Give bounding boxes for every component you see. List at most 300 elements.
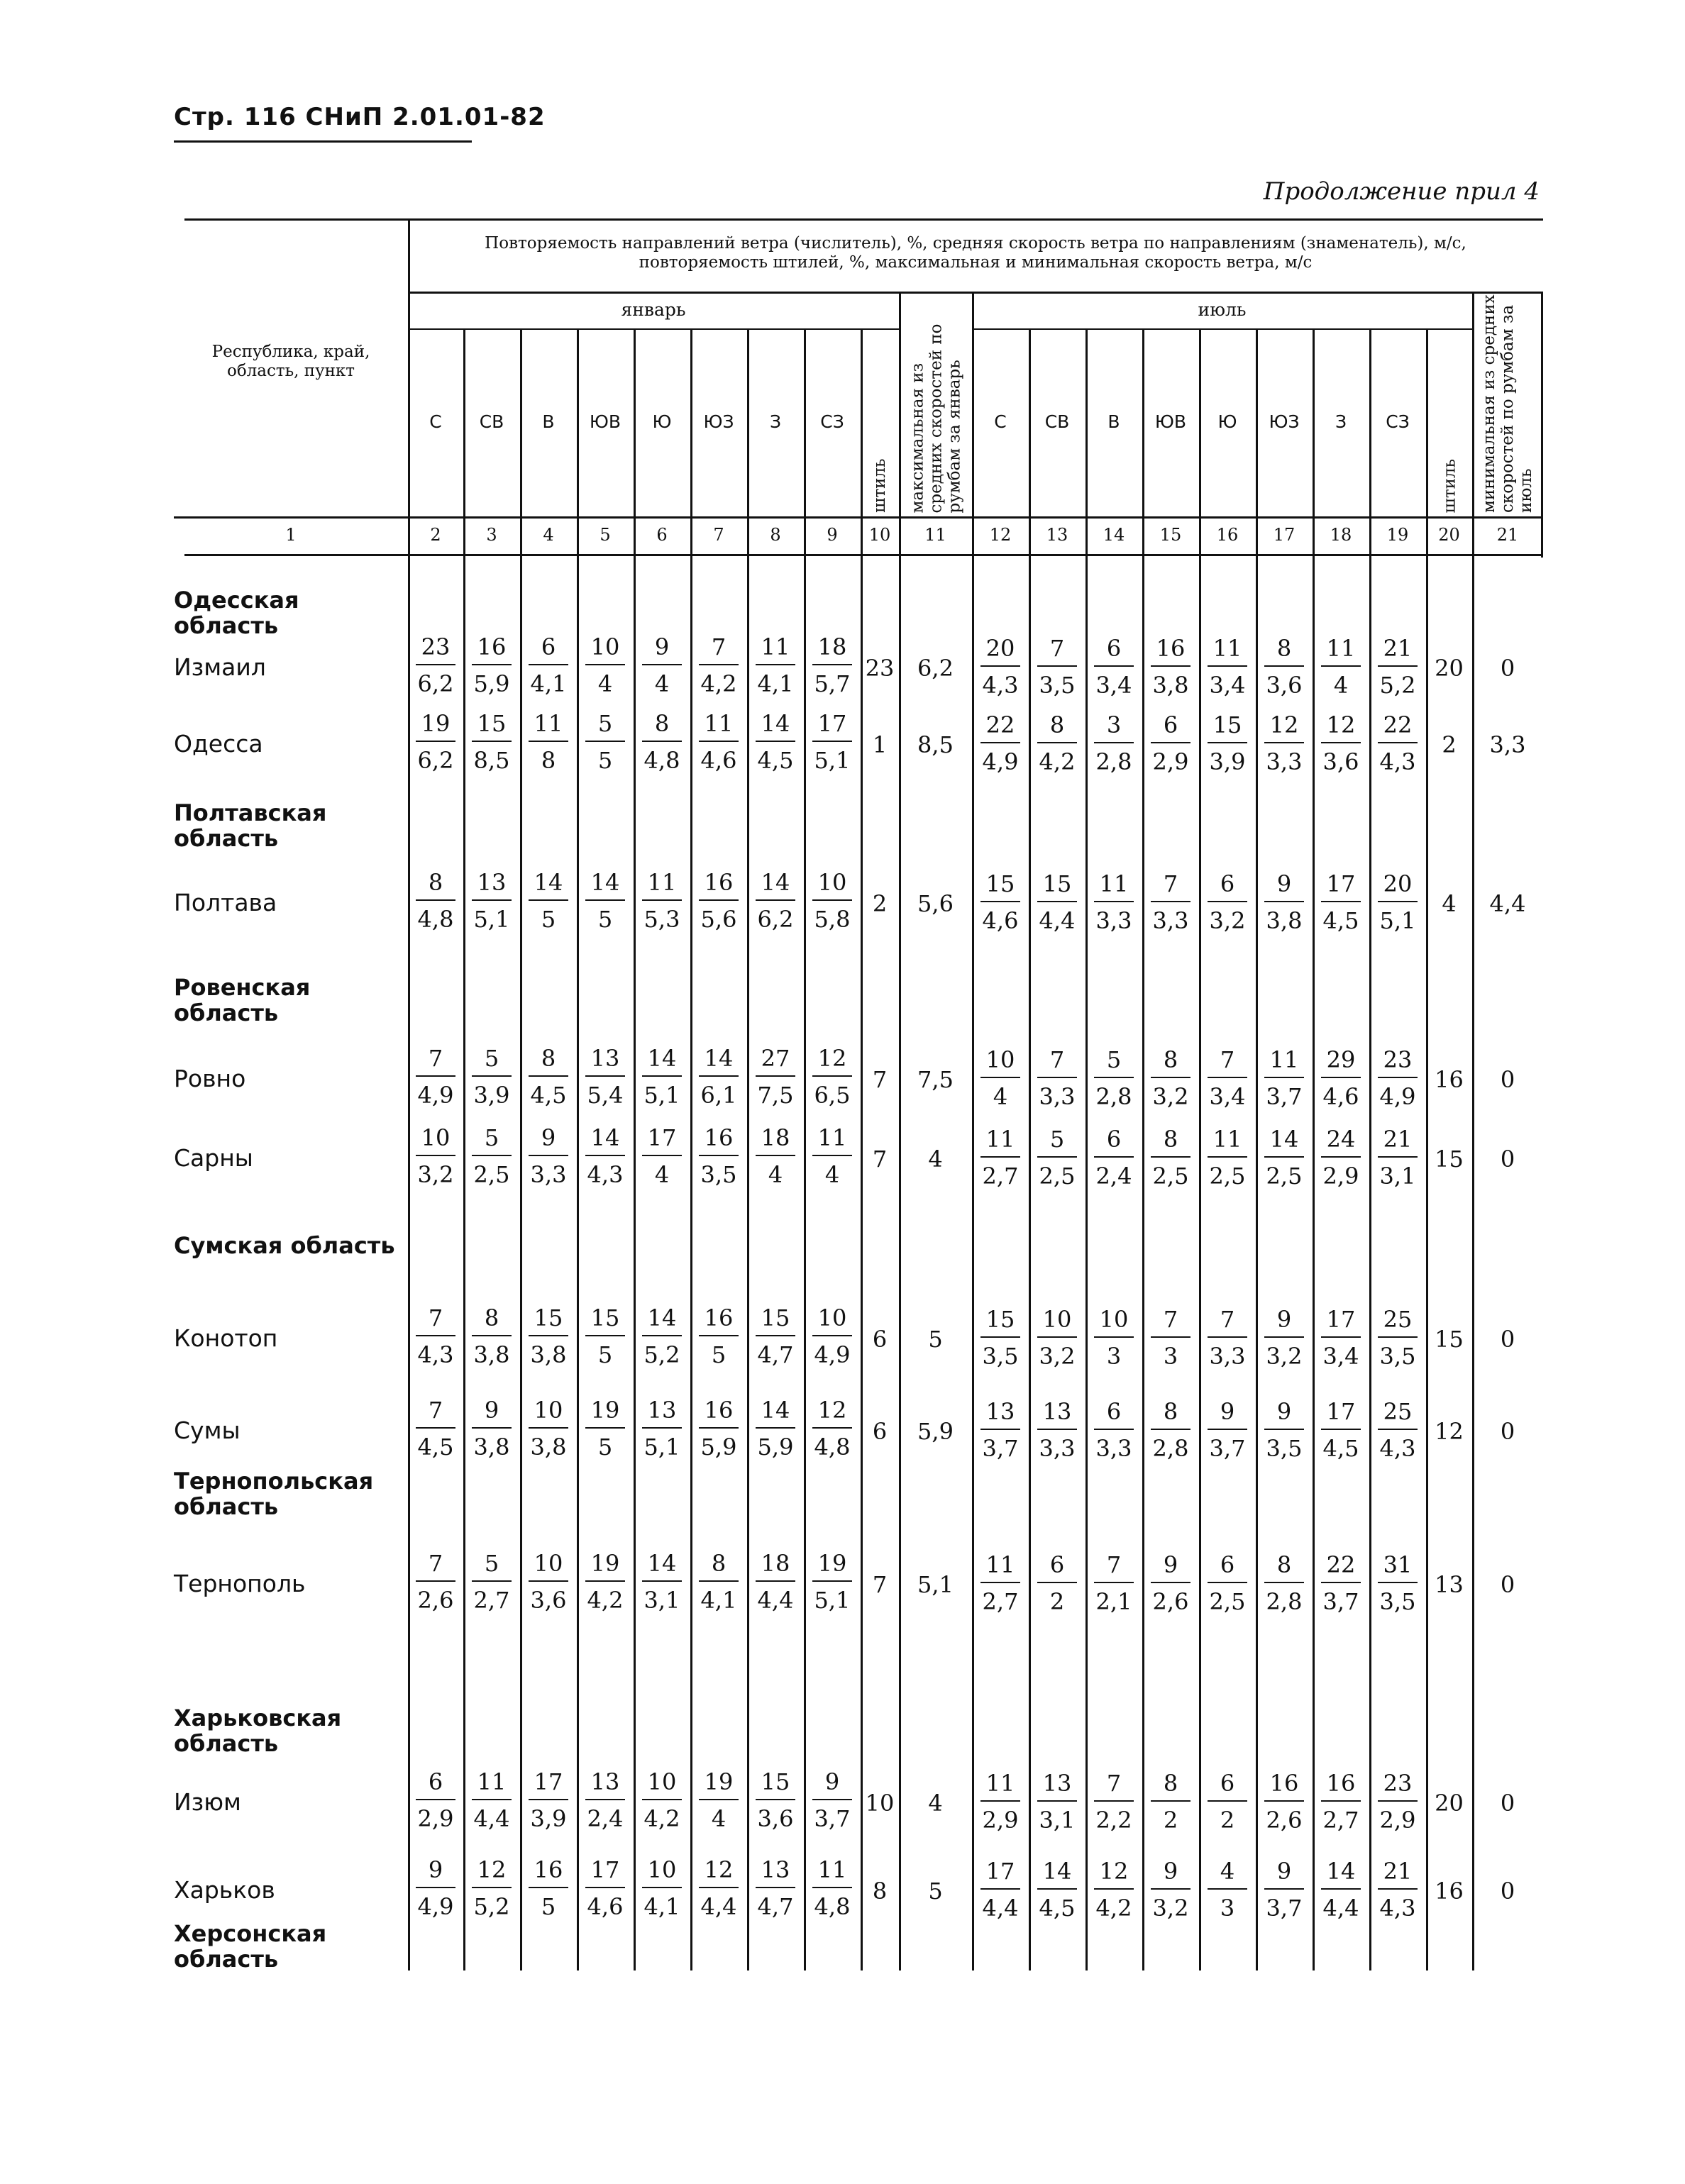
fraction-bar xyxy=(642,741,682,742)
fraction xyxy=(1030,633,1084,701)
numerator: 19 xyxy=(590,1397,620,1424)
denominator: 3,2 xyxy=(1266,1343,1303,1370)
numerator: 16 xyxy=(704,869,734,896)
numerator: 9 xyxy=(1276,1858,1292,1885)
fraction-bar xyxy=(812,741,852,742)
jan-dir-5: ЮЗ xyxy=(703,411,734,432)
fraction-bar xyxy=(1208,1800,1247,1802)
fraction-bar xyxy=(642,1155,682,1156)
fraction xyxy=(805,631,859,699)
col-number-21: 21 xyxy=(1496,525,1519,545)
denominator: 3,5 xyxy=(1266,1435,1303,1462)
min-value: 0 xyxy=(1500,1326,1515,1353)
denominator: 4,5 xyxy=(1322,907,1359,934)
fraction xyxy=(1371,709,1425,777)
fraction-bar xyxy=(585,1155,625,1156)
fraction xyxy=(1371,1856,1425,1924)
max-header: максимальная из средних скоростей по румбам за январь xyxy=(907,323,963,513)
fraction-bar xyxy=(416,1799,455,1800)
fraction xyxy=(409,1854,463,1922)
fraction xyxy=(635,1854,689,1922)
fraction-bar xyxy=(416,1075,455,1077)
denominator: 3,5 xyxy=(700,1161,737,1188)
fraction-bar xyxy=(1208,1156,1247,1158)
jan-dir-3: ЮВ xyxy=(589,411,621,432)
fraction xyxy=(409,867,463,935)
col-number-5: 5 xyxy=(600,525,611,545)
fraction-bar xyxy=(756,664,795,665)
fraction-bar xyxy=(472,1155,512,1156)
numerator: 15 xyxy=(985,1306,1015,1333)
numerator: 15 xyxy=(761,1304,790,1331)
fraction-bar xyxy=(1151,1336,1190,1338)
fraction-bar xyxy=(1321,1800,1361,1802)
fraction-bar xyxy=(585,1799,625,1800)
denominator: 4 xyxy=(711,1805,727,1832)
max-value: 4 xyxy=(928,1790,943,1817)
fraction-bar xyxy=(1151,1800,1190,1802)
numerator: 21 xyxy=(1383,1126,1413,1153)
jan-calm-value: 7 xyxy=(872,1571,888,1598)
numerator: 17 xyxy=(1326,870,1356,897)
fraction xyxy=(1144,1304,1198,1372)
jul-calm-value: 13 xyxy=(1435,1571,1464,1598)
numerator: 24 xyxy=(1326,1126,1356,1153)
max-value: 5 xyxy=(928,1326,943,1353)
denominator: 2,8 xyxy=(1266,1588,1303,1615)
denominator: 4,5 xyxy=(1322,1435,1359,1462)
fraction-bar xyxy=(1321,665,1361,667)
denominator: 4,6 xyxy=(700,747,737,774)
fraction xyxy=(748,1302,802,1370)
numerator: 6 xyxy=(1049,1551,1065,1578)
numerator: 14 xyxy=(647,1550,677,1577)
denominator: 2,8 xyxy=(1095,1083,1132,1110)
numerator: 10 xyxy=(534,1550,563,1577)
numerator: 8 xyxy=(1276,1551,1292,1578)
numerator: 14 xyxy=(1269,1126,1299,1153)
min-value: 0 xyxy=(1500,1418,1515,1445)
numerator: 9 xyxy=(428,1856,443,1883)
fraction xyxy=(1371,633,1425,701)
denominator: 4,8 xyxy=(417,906,454,933)
fraction xyxy=(635,1548,689,1616)
jan-dir-4: Ю xyxy=(652,411,672,432)
numerator: 9 xyxy=(824,1768,840,1795)
fraction-bar xyxy=(1208,901,1247,902)
fraction xyxy=(1030,1396,1084,1464)
fraction-bar xyxy=(1151,901,1190,902)
denominator: 5,4 xyxy=(587,1082,624,1109)
fraction-bar xyxy=(812,1155,852,1156)
denominator: 5,9 xyxy=(757,1434,794,1460)
min-value: 0 xyxy=(1500,1878,1515,1905)
numerator: 9 xyxy=(1276,870,1292,897)
fraction xyxy=(692,1302,746,1370)
max-value: 8,5 xyxy=(917,731,954,758)
denominator: 3 xyxy=(1220,1895,1235,1922)
denominator: 4,5 xyxy=(530,1082,567,1109)
numerator: 19 xyxy=(421,710,451,737)
numerator: 15 xyxy=(534,1304,563,1331)
jan-dir-6: З xyxy=(769,411,782,432)
fraction-bar xyxy=(1151,1429,1190,1430)
vline-right xyxy=(1541,292,1543,558)
col-number-12: 12 xyxy=(989,525,1012,545)
fraction xyxy=(521,708,575,776)
fraction-bar xyxy=(980,1888,1020,1890)
fraction-bar xyxy=(1094,1336,1134,1338)
denominator: 4,9 xyxy=(1379,1083,1416,1110)
fraction xyxy=(521,631,575,699)
fraction xyxy=(1087,868,1141,936)
fraction-bar xyxy=(642,1335,682,1336)
jan-dir-1: СВ xyxy=(479,411,504,432)
numerator: 11 xyxy=(534,710,563,737)
fraction-bar xyxy=(1378,901,1418,902)
denominator: 2,9 xyxy=(1152,748,1189,775)
fraction xyxy=(1200,1768,1254,1836)
jan-calm-value: 1 xyxy=(872,731,888,758)
max-value: 4 xyxy=(928,1146,943,1173)
denominator: 5,1 xyxy=(643,1082,680,1109)
fraction xyxy=(1030,868,1084,936)
numerator: 11 xyxy=(1326,635,1356,662)
fraction xyxy=(635,1122,689,1190)
jan-dir-0: С xyxy=(429,411,442,432)
fraction-bar xyxy=(756,1580,795,1582)
numerator: 16 xyxy=(704,1397,734,1424)
min-value: 0 xyxy=(1500,1790,1515,1817)
denominator: 5,1 xyxy=(814,1587,851,1614)
numerator: 31 xyxy=(1383,1551,1413,1578)
fraction-bar xyxy=(529,1580,568,1582)
denominator: 4,4 xyxy=(473,1805,510,1832)
fraction xyxy=(692,631,746,699)
min-value: 4,4 xyxy=(1489,890,1526,917)
numerator: 9 xyxy=(484,1397,499,1424)
numerator: 13 xyxy=(761,1856,790,1883)
fraction xyxy=(973,1044,1027,1112)
fraction xyxy=(1087,1396,1141,1464)
fraction-bar xyxy=(416,1580,455,1582)
denominator: 5,1 xyxy=(1379,907,1416,934)
fraction-bar xyxy=(812,1335,852,1336)
denominator: 6,5 xyxy=(814,1082,851,1109)
col-number-15: 15 xyxy=(1159,525,1182,545)
numerator: 11 xyxy=(985,1551,1015,1578)
col-number-11: 11 xyxy=(924,525,946,545)
numerator: 12 xyxy=(1326,711,1356,738)
numerator: 11 xyxy=(985,1770,1015,1797)
denominator: 5,9 xyxy=(473,670,510,697)
denominator: 4,4 xyxy=(700,1893,737,1920)
fraction-bar xyxy=(1094,1077,1134,1078)
jul-calm-value: 15 xyxy=(1435,1326,1464,1353)
numerator: 7 xyxy=(1220,1046,1235,1073)
col-number-7: 7 xyxy=(713,525,724,545)
numerator: 13 xyxy=(647,1397,677,1424)
denominator: 3,7 xyxy=(814,1805,851,1832)
fraction-bar xyxy=(1208,1429,1247,1430)
numerator: 8 xyxy=(541,1045,556,1072)
denominator: 4,5 xyxy=(417,1434,454,1460)
numerator: 16 xyxy=(1269,1770,1299,1797)
fraction xyxy=(1087,1549,1141,1617)
fraction xyxy=(692,1548,746,1616)
numerator: 5 xyxy=(1106,1046,1122,1073)
denominator: 4,2 xyxy=(1039,748,1076,775)
fraction xyxy=(1087,1768,1141,1836)
jul-calm-value: 16 xyxy=(1435,1878,1464,1905)
numerator: 6 xyxy=(1220,870,1235,897)
numerator: 11 xyxy=(1212,635,1242,662)
fraction-bar xyxy=(980,901,1020,902)
denominator: 4 xyxy=(654,1161,670,1188)
numerator: 17 xyxy=(534,1768,563,1795)
numerator: 8 xyxy=(1163,1046,1178,1073)
denominator: 5,3 xyxy=(643,906,680,933)
fraction-bar xyxy=(980,1156,1020,1158)
denominator: 3,4 xyxy=(1322,1343,1359,1370)
fraction-bar xyxy=(756,1155,795,1156)
numerator: 9 xyxy=(1276,1398,1292,1425)
col-number-8: 8 xyxy=(770,525,781,545)
fraction xyxy=(692,1854,746,1922)
fraction xyxy=(1030,1304,1084,1372)
numerator: 6 xyxy=(428,1768,443,1795)
fraction-bar xyxy=(1264,1077,1304,1078)
jan-calm-value: 6 xyxy=(872,1418,888,1445)
fraction-bar xyxy=(1208,1888,1247,1890)
fraction xyxy=(1257,1549,1311,1617)
numerator: 7 xyxy=(1106,1551,1122,1578)
fraction xyxy=(1030,1549,1084,1617)
numerator: 7 xyxy=(1106,1770,1122,1797)
denominator: 4,3 xyxy=(1379,748,1416,775)
denominator: 3,2 xyxy=(1039,1343,1076,1370)
city-name: Изюм xyxy=(174,1788,241,1816)
denominator: 5,2 xyxy=(1379,672,1416,699)
fraction xyxy=(1257,1396,1311,1464)
fraction xyxy=(1087,633,1141,701)
denominator: 3,3 xyxy=(1095,907,1132,934)
fraction xyxy=(805,1766,859,1834)
fraction-bar xyxy=(812,899,852,901)
fraction-bar xyxy=(585,1887,625,1888)
fraction xyxy=(1371,1044,1425,1112)
fraction-bar xyxy=(472,899,512,901)
numerator: 14 xyxy=(1042,1858,1072,1885)
col-number-2: 2 xyxy=(430,525,441,545)
fraction xyxy=(521,1395,575,1463)
col-number-9: 9 xyxy=(827,525,838,545)
denominator: 3,5 xyxy=(1379,1343,1416,1370)
denominator: 4,6 xyxy=(587,1893,624,1920)
fraction xyxy=(973,1124,1027,1192)
numerator: 10 xyxy=(817,869,847,896)
jul-dir-4: Ю xyxy=(1217,411,1237,432)
fraction xyxy=(805,1548,859,1616)
denominator: 2,4 xyxy=(587,1805,624,1832)
jan-dir-2: В xyxy=(542,411,555,432)
denominator: 6,2 xyxy=(417,670,454,697)
numerator: 19 xyxy=(704,1768,734,1795)
denominator: 4,5 xyxy=(1039,1895,1076,1922)
fraction-bar xyxy=(416,899,455,901)
jul-calm-value: 4 xyxy=(1442,890,1457,917)
max-value: 5 xyxy=(928,1878,943,1905)
denominator: 3,4 xyxy=(1209,672,1246,699)
numerator: 10 xyxy=(590,633,620,660)
min-value: 0 xyxy=(1500,1066,1515,1093)
fraction xyxy=(1144,709,1198,777)
denominator: 2,5 xyxy=(1039,1163,1076,1190)
jul-dir-6: З xyxy=(1335,411,1347,432)
numerator: 13 xyxy=(590,1045,620,1072)
denominator: 4,1 xyxy=(700,1587,737,1614)
numerator: 7 xyxy=(1163,1306,1178,1333)
denominator: 5,9 xyxy=(700,1434,737,1460)
numerator: 11 xyxy=(1099,870,1129,897)
denominator: 4,7 xyxy=(757,1341,794,1368)
fraction xyxy=(748,1854,802,1922)
fraction xyxy=(1314,633,1368,701)
fraction xyxy=(973,1768,1027,1836)
fraction-bar xyxy=(699,1335,739,1336)
numerator: 9 xyxy=(654,633,670,660)
fraction-bar xyxy=(756,741,795,742)
numerator: 4 xyxy=(1220,1858,1235,1885)
numerator: 25 xyxy=(1383,1306,1413,1333)
jan-calm-value: 23 xyxy=(865,655,895,682)
denominator: 4 xyxy=(768,1161,783,1188)
numerator: 23 xyxy=(1383,1046,1413,1073)
fraction-bar xyxy=(585,741,625,742)
fraction-bar xyxy=(1378,1429,1418,1430)
fraction xyxy=(1257,1124,1311,1192)
denominator: 3,3 xyxy=(1266,748,1303,775)
fraction xyxy=(635,1395,689,1463)
fraction-bar xyxy=(1321,1336,1361,1338)
fraction-bar xyxy=(472,1427,512,1429)
denominator: 3,3 xyxy=(1039,1083,1076,1110)
fraction-bar xyxy=(529,1335,568,1336)
fraction-bar xyxy=(1151,1156,1190,1158)
city-name: Харьков xyxy=(174,1876,275,1904)
col-number-3: 3 xyxy=(486,525,497,545)
fraction xyxy=(1371,1396,1425,1464)
fraction xyxy=(1087,1044,1141,1112)
numerator: 20 xyxy=(1383,870,1413,897)
fraction-bar xyxy=(1264,1800,1304,1802)
denominator: 3 xyxy=(1163,1343,1178,1370)
denominator: 3,8 xyxy=(1266,907,1303,934)
fraction xyxy=(1087,1124,1141,1192)
jul-calm-header: штиль xyxy=(1440,458,1459,513)
fraction-bar xyxy=(1378,665,1418,667)
fraction xyxy=(1257,709,1311,777)
fraction xyxy=(1144,1768,1198,1836)
numerator: 9 xyxy=(1276,1306,1292,1333)
fraction xyxy=(1314,1396,1368,1464)
fraction xyxy=(1371,1549,1425,1617)
fraction xyxy=(1314,709,1368,777)
numerator: 7 xyxy=(428,1397,443,1424)
fraction-bar xyxy=(1264,1336,1304,1338)
numerator: 7 xyxy=(711,633,727,660)
fraction-bar xyxy=(1037,1800,1077,1802)
numerator: 13 xyxy=(1042,1398,1072,1425)
fraction xyxy=(1144,1856,1198,1924)
denominator: 5 xyxy=(711,1341,727,1368)
fraction xyxy=(521,1043,575,1111)
numerator: 13 xyxy=(1042,1770,1072,1797)
fraction-bar xyxy=(529,1427,568,1429)
continuation-label: Продолжение прил 4 xyxy=(1263,177,1540,206)
fraction xyxy=(692,1043,746,1111)
fraction xyxy=(1371,1124,1425,1192)
fraction-bar xyxy=(980,1336,1020,1338)
col-number-4: 4 xyxy=(543,525,554,545)
numerator: 10 xyxy=(647,1768,677,1795)
fraction-bar xyxy=(699,1155,739,1156)
fraction xyxy=(748,1548,802,1616)
numerator: 22 xyxy=(1383,711,1413,738)
fraction xyxy=(1144,633,1198,701)
numerator: 5 xyxy=(484,1045,499,1072)
fraction xyxy=(635,631,689,699)
fraction xyxy=(1200,868,1254,936)
denominator: 4,2 xyxy=(1095,1895,1132,1922)
fraction xyxy=(465,1395,519,1463)
jan-calm-value: 8 xyxy=(872,1878,888,1905)
jul-calm-value: 12 xyxy=(1435,1418,1464,1445)
fraction-bar xyxy=(980,742,1020,743)
fraction xyxy=(578,867,632,935)
fraction-bar xyxy=(812,1799,852,1800)
fraction-bar xyxy=(472,1580,512,1582)
fraction xyxy=(692,1395,746,1463)
fraction xyxy=(1257,633,1311,701)
denominator: 4,9 xyxy=(417,1082,454,1109)
numerator: 10 xyxy=(817,1304,847,1331)
numerator: 11 xyxy=(985,1126,1015,1153)
numerator: 11 xyxy=(1212,1126,1242,1153)
numerator: 7 xyxy=(1220,1306,1235,1333)
fraction xyxy=(521,867,575,935)
denominator: 2,4 xyxy=(1095,1163,1132,1190)
col-number-16: 16 xyxy=(1216,525,1239,545)
month-rule-jan xyxy=(408,328,899,330)
numerator: 17 xyxy=(1326,1398,1356,1425)
denominator: 3 xyxy=(1106,1343,1122,1370)
denominator: 4,3 xyxy=(1379,1435,1416,1462)
numerator: 11 xyxy=(1269,1046,1299,1073)
fraction-bar xyxy=(756,1075,795,1077)
numerator: 15 xyxy=(985,870,1015,897)
fraction xyxy=(578,631,632,699)
fraction-bar xyxy=(699,1075,739,1077)
numerator: 13 xyxy=(590,1768,620,1795)
denominator: 4,2 xyxy=(587,1587,624,1614)
col-number-13: 13 xyxy=(1046,525,1068,545)
fraction xyxy=(635,867,689,935)
min-value: 0 xyxy=(1500,1571,1515,1598)
denominator: 2,2 xyxy=(1095,1807,1132,1834)
fraction xyxy=(1314,868,1368,936)
numerator: 10 xyxy=(985,1046,1015,1073)
